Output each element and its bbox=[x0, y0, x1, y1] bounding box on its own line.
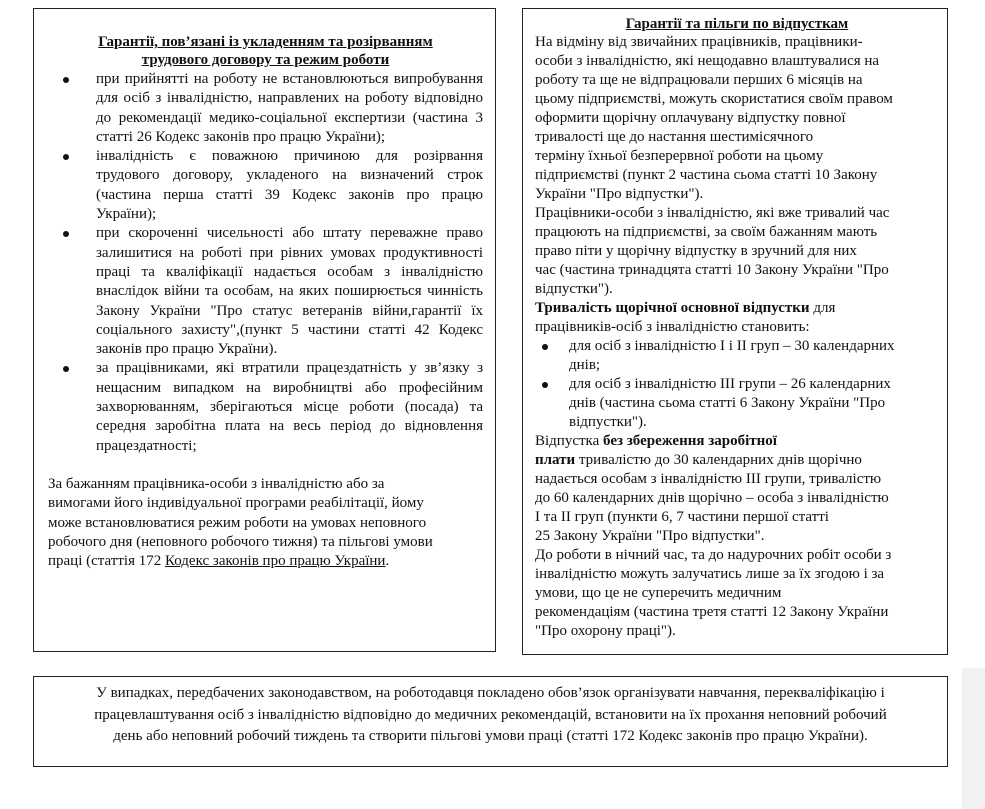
vacation-duration-heading: Тривалість щорічної основної відпустки bbox=[535, 300, 810, 316]
guarantees-list bbox=[48, 70, 483, 456]
paragraph-text: . bbox=[385, 553, 390, 570]
list-item-text: за працівниками, які втратили працездатність у зв’язку з нещасним випадком на виробництві або професійним захворюванням, зберігаються місце роботи (посада) та середня заробітна плата на весь період до відновлення працездатності; bbox=[96, 360, 483, 454]
list-item-line: днів; bbox=[569, 357, 601, 373]
early-vacation-paragraph bbox=[535, 33, 939, 204]
list-item bbox=[48, 359, 483, 455]
employment-guarantees-title bbox=[48, 33, 483, 69]
employment-guarantees-box bbox=[33, 8, 496, 652]
list-item-line: відпустки"). bbox=[569, 414, 647, 430]
list-item bbox=[48, 147, 483, 224]
list-item-text: при прийнятті на роботу не встановлюються випробування для осіб з інвалідністю, направлених на роботу відповідно до рекомендації медико-соціальної експертизи (частина 3 статті 26 Кодекс законів про працю України); bbox=[96, 71, 483, 145]
vacation-guarantees-box bbox=[522, 8, 948, 655]
paragraph-line: працівників-осіб з інвалідністю становить: bbox=[535, 319, 810, 335]
list-item-text: інвалідність є поважною причиною для розірвання трудового договору, укладеного на визначений строк (частина перша статті 39 Кодекс законів про працю України); bbox=[96, 148, 483, 223]
bullet-icon bbox=[63, 77, 69, 83]
paragraph-line: інвалідністю можуть залучатись лише за їх згодою і за bbox=[535, 566, 885, 582]
unpaid-leave-paragraph bbox=[535, 432, 939, 546]
paragraph-line: На відміну від звичайних працівників, працівники- bbox=[535, 34, 863, 50]
paragraph-line: роботу та ще не відпрацювали перших 6 місяців на bbox=[535, 72, 863, 88]
title-line: трудового договору та режим роботи bbox=[141, 52, 390, 68]
convenient-time-paragraph bbox=[535, 204, 939, 299]
paragraph-line: час (частина тринадцята статті 10 Закону України "Про bbox=[535, 262, 889, 278]
paragraph-line bbox=[535, 299, 939, 318]
paragraph-line: "Про охорону праці"). bbox=[535, 623, 676, 639]
list-item bbox=[535, 375, 939, 432]
list-item-text: при скороченні чисельності або штату переважне право залишитися на роботі при рівних умовах продуктивності праці та кваліфікації надається особам з інвалідністю внаслідок війни та особам, на яких поширюється чинність Закону України "Про статус ветеранів війни,гарантії їх соціального захисту",(пункт 5 частини статті 42 Кодекс законів про працю України). bbox=[96, 225, 483, 358]
paragraph-line: підприємстві (пункт 2 частина сьома статті 10 Закону bbox=[535, 167, 878, 183]
paragraph-line: тривалості ще до настання шестимісячного bbox=[535, 129, 814, 145]
paragraph-line: У випадках, передбачених законодавством, на роботодавця покладено обов’язок організувати навчання, перекваліфікацію і bbox=[96, 685, 885, 701]
labor-code-link[interactable]: Кодекс законів про працю України bbox=[164, 553, 386, 570]
title-line: Гарантії, пов’язані із укладенням та розірванням bbox=[98, 34, 433, 50]
work-mode-paragraph bbox=[48, 475, 483, 571]
vacation-duration-paragraph bbox=[535, 299, 939, 337]
paragraph-line bbox=[535, 432, 939, 451]
vacation-duration-list bbox=[535, 337, 939, 432]
paragraph-line: Працівники-особи з інвалідністю, які вже тривалий час bbox=[535, 205, 890, 221]
paragraph-line: України "Про відпустки"). bbox=[535, 186, 704, 202]
paragraph-line: особи з інвалідністю, які нещодавно влаштувалися на bbox=[535, 53, 880, 69]
paragraph-line: день або неповний робочий тиждень та створити пільгові умови праці (статті 172 Кодекс законів про працю України). bbox=[113, 728, 868, 744]
paragraph-line: 25 Закону України "Про відпустки". bbox=[535, 528, 765, 544]
paragraph-line bbox=[535, 451, 939, 470]
list-item-line: для осіб з інвалідністю ІІІ групи – 26 календарних bbox=[569, 376, 891, 392]
page-edge-shade bbox=[962, 668, 985, 809]
unpaid-leave-heading: без збереження заробітної bbox=[603, 433, 777, 449]
paragraph-line: За бажанням працівника-особи з інвалідністю або за bbox=[48, 475, 385, 492]
bullet-icon bbox=[63, 231, 69, 237]
paragraph-text: Відпустка bbox=[535, 433, 604, 449]
paragraph-text: для bbox=[809, 300, 836, 316]
paragraph-line: працюють на підприємстві, за своїм бажанням мають bbox=[535, 224, 878, 240]
bullet-icon bbox=[542, 344, 548, 350]
bullet-icon bbox=[63, 366, 69, 372]
paragraph-text: тривалістю до 30 календарних днів щорічно bbox=[575, 452, 862, 468]
paragraph-line: умови, що це не суперечить медичним bbox=[535, 585, 782, 601]
paragraph-line: робочого дня (неповного робочого тижня) та пільгові умови bbox=[48, 533, 433, 550]
bullet-icon bbox=[63, 154, 69, 160]
employer-obligations-box bbox=[33, 676, 948, 767]
paragraph-line bbox=[48, 552, 483, 571]
paragraph-line: вимогами його індивідуальної програми реабілітації, йому bbox=[48, 495, 424, 512]
paragraph-line: оформити щорічну оплачувану відпустку повної bbox=[535, 110, 846, 126]
bullet-icon bbox=[542, 382, 548, 388]
paragraph-text: праці (статтія 172 bbox=[48, 553, 165, 570]
paragraph-line: терміну їхньої безперервної роботи на цьому bbox=[535, 148, 824, 164]
list-item-line: днів (частина сьома статті 6 Закону України "Про bbox=[569, 395, 886, 411]
list-item-line: для осіб з інвалідністю І і ІІ груп – 30 календарних bbox=[569, 338, 895, 354]
paragraph-line: надається особам з інвалідністю ІІІ групи, тривалістю bbox=[535, 471, 882, 487]
paragraph-line: працевлаштування осіб з інвалідністю відповідно до медичних рекомендацій, встановити на їх прохання неповний робочий bbox=[94, 706, 887, 723]
list-item bbox=[48, 70, 483, 147]
employer-obligations-text bbox=[48, 683, 933, 748]
unpaid-leave-heading: плати bbox=[535, 452, 576, 468]
paragraph-line: відпустки"). bbox=[535, 281, 613, 297]
vacation-guarantees-title: Гарантії та пільги по відпусткам bbox=[625, 16, 849, 32]
list-item bbox=[48, 224, 483, 359]
paragraph-line: рекомендаціям (частина третя статті 12 Закону України bbox=[535, 604, 889, 620]
paragraph-line: До роботи в нічний час, та до надурочних робіт особи з bbox=[535, 547, 892, 563]
paragraph-line: може встановлюватися режим роботи на умовах неповного bbox=[48, 514, 427, 531]
paragraph-line: право піти у щорічну відпустку в зручний для них bbox=[535, 243, 857, 259]
paragraph-line: цьому підприємстві, можуть скористатися своїм правом bbox=[535, 91, 893, 107]
night-work-paragraph bbox=[535, 546, 939, 641]
list-item bbox=[535, 337, 939, 375]
paragraph-line: до 60 календарних днів щорічно – особа з інвалідністю bbox=[535, 490, 889, 506]
paragraph-line: І та ІІ груп (пункти 6, 7 частини першої статті bbox=[535, 509, 829, 525]
